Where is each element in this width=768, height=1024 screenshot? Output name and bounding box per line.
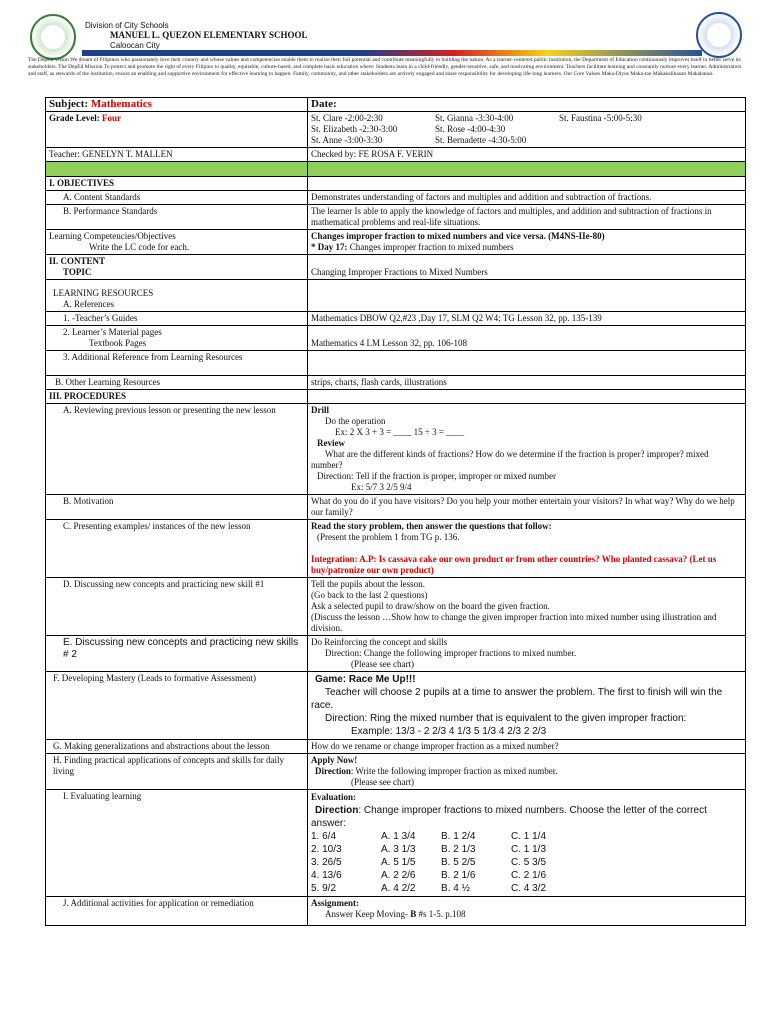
step-b-label: B. Motivation — [63, 496, 114, 506]
city-seal-logo — [696, 12, 742, 58]
teachers-guide-value: Mathematics DBOW Q2,#23 ,Day 17, SLM Q2 W4; TG Lesson 32, pp. 135-139 — [308, 312, 746, 326]
additional-reference-label: 3. Additional Reference from Learning Resources — [63, 352, 243, 362]
lc-day: Changes improper fraction to mixed numbers — [347, 242, 514, 252]
step-f-content: Game: Race Me Up!!! Teacher will choose 2 pupils at a time to answer the problem. The first to finish will win the race. Direction: Ring the mixed number that is equivalent to the given improper fraction: Example: 13/3 - 2 2/3 4 1/3 5 1/3 4 2/3 2 2/3 — [308, 672, 746, 740]
division-name: Division of City Schools — [85, 21, 169, 30]
schedule-cell: St. Clare -2:00-2:30 St. Gianna -3:30-4:00 St. Faustina -5:00-5:30 St. Elizabeth -2:30-3:00 St. Rose -4:00-4:30 St. Anne -3:00-3:30 St. Bernadette -4:30-5:00 — [308, 112, 746, 148]
step-g-content: How do we rename or change improper fraction as a mixed number? — [308, 740, 746, 754]
teacher-cell: Teacher: GENELYN T. MALLEN — [46, 148, 308, 162]
step-f-label: F. Developing Mastery (Leads to formative Assessment) — [53, 673, 256, 683]
other-resources-value: strips, charts, flash cards, illustrations — [308, 376, 746, 390]
content-heading: II. CONTENT — [49, 256, 106, 266]
evaluation-item: 2. 10/3 A. 3 1/3 B. 2 1/3 C. 1 1/3 — [311, 844, 547, 855]
grade-cell: Grade Level: Four — [46, 112, 308, 148]
step-j-label: J. Additional activities for application or remediation — [63, 898, 254, 908]
topic-label: TOPIC — [63, 267, 92, 277]
step-e-label: E. Discussing new concepts and practicing new skills # 2 — [63, 637, 299, 660]
performance-standards-label: B. Performance Standards — [63, 206, 158, 216]
step-h-content: Apply Now! Direction: Write the following improper fraction as mixed number. (Please see chart) — [308, 754, 746, 790]
learning-resources-heading: LEARNING RESOURCES — [53, 288, 154, 298]
subject-cell: Subject: Mathematics — [46, 98, 308, 112]
step-a-content: Drill Do the operation Ex: 2 X 3 + 3 = ____ 15 ÷ 3 = ____ Review What are the different kinds of fractions? How do we determine if the fraction is proper? improper? mixed number? Direction: Tell if the fraction is proper, improper or mixed number Ex: 5/7 3 2/5 9/4 — [308, 404, 746, 495]
checked-by-cell: Checked by: FE ROSA F. VERIN — [308, 148, 746, 162]
learners-material-label: 2. Learner’s Material pages — [63, 327, 162, 337]
step-e-content: Do Reinforcing the concept and skills Direction: Change the following improper fractions to mixed number. (Please see chart) — [308, 636, 746, 672]
evaluation-item: 5. 9/2 A. 4 2/2 B. 4 ½ C. 4 3/2 — [311, 883, 547, 894]
date-cell: Date: — [308, 98, 746, 112]
textbook-label: Textbook Pages — [89, 338, 147, 348]
grade-value: Four — [102, 113, 121, 123]
content-standards-value: Demonstrates understanding of factors and multiples and addition and subtraction of fractions. — [308, 191, 746, 205]
step-h-label: H. Finding practical applications of concepts and skills for daily living — [53, 755, 284, 776]
references-label: A. References — [63, 299, 114, 309]
page-header — [20, 10, 750, 60]
teachers-guide-label: 1. -Teacher’s Guides — [63, 313, 138, 323]
objectives-heading: I. OBJECTIVES — [46, 177, 308, 191]
content-standards-label: A. Content Standards — [63, 192, 141, 202]
header-color-band — [82, 50, 702, 56]
school-name: MANUEL L. QUEZON ELEMENTARY SCHOOL — [110, 30, 308, 40]
textbook-value: Mathematics 4 LM Lesson 32, pp. 106-108 — [311, 338, 467, 348]
lc-sublabel: Write the LC code for each. — [89, 242, 190, 252]
step-d-label: D. Discussing new concepts and practicing new skill #1 — [63, 579, 265, 589]
step-g-label: G. Making generalizations and abstractions about the lesson — [53, 741, 270, 751]
procedures-heading: III. PROCEDURES — [46, 390, 308, 404]
step-c-label: C. Presenting examples/ instances of the new lesson — [63, 521, 251, 531]
city-name: Caloocan City — [110, 41, 160, 50]
step-i-label: I. Evaluating learning — [63, 791, 142, 801]
deped-vision-mission: The DepEd Vision We dream of Filipinos who passionately love their country and whose values and competencies enable them to realize their full potential and contribute meaningfully to building the nation. As a learner-centered public institution, the Department of Education continuously improves itself to better serve its stakeholders. The DepEd Mission To protect and promote the right of every Filipino to quality, equitable, culture-based, and complete basic education where: Students learn in a child-friendly, gender-sensitive, safe, and motivating environment. Teachers facilitate learning and constantly nurture every learner. Administrators and staff, as stewards of the institution, ensure an enabling and supportive environment for effective learning to happen. Family, community, and other stakeholders are actively engaged and share responsibility for developing life-long learners. Our Core Values Maka-Diyos Maka-tao Makakalikasan Makabansa — [28, 57, 742, 77]
step-a-label: A. Reviewing previous lesson or presenting the new lesson — [63, 405, 276, 415]
deped-seal-logo — [30, 14, 76, 60]
green-divider — [46, 162, 746, 177]
evaluation-item: 3. 26/5 A. 5 1/5 B. 5 2/5 C. 5 3/5 — [311, 857, 547, 868]
step-i-content: Evaluation: Direction: Change improper fractions to mixed numbers. Choose the letter of the correct answer: 1. 6/4 A. 1 3/4 B. 1 2/4 C. 1 1/4 2. 10/3 A. 3 1/3 B. 2 1/3 C. 1 1/3 3. 26/5 A. 5 1/5 B. 5 2/5 C. 5 3/5 4. 13/6 A. 2 2/6 B. 2 1/6 C. 2 1/6 5. 9/2 A. 4 2/2 B. 4 ½ C. 4 3/2 — [308, 790, 746, 897]
step-j-content: Assignment: Answer Keep Moving- B #s 1-5. p.108 — [308, 897, 746, 926]
step-c-content: Read the story problem, then answer the questions that follow: (Present the problem 1 from TG p. 136. Integration: A.P: Is cassava cake our own product or from other countries? Who planted cassava? (Let us buy/patronize our own product) — [308, 520, 746, 578]
lc-label: Learning Competencies/Objectives — [49, 231, 176, 241]
other-resources-label: B. Other Learning Resources — [55, 377, 160, 387]
step-b-content: What do you do if you have visitors? Do you help your mother entertain your visitors? In what way? Why do we help our family? — [308, 495, 746, 520]
lesson-plan-table: Subject: Mathematics Date: Grade Level: Four St. Clare -2:00-2:30 St. Gianna -3:30-4:00 St. Faustina -5:00-5:30 St. Elizabeth -2:30-3:00 St. Rose -4:00-4:30 St. Anne -3:00-3:30 St. Bernadette -4:30-5:00 Teacher: GENELYN T. MALLEN Checked by: FE ROSA F. VERIN I. OBJECTIVES A. Content Standards Demonstrates understanding of factors and multiples and addition and subtraction of fractions. B. Performance Standards The learner Is able to apply the knowledge of factors and multiples, and addition and subtraction of fractions in mathematical problems and real-life situations. Learning Competencies/Objectives Write the LC code for each. Changes improper fraction to mixed numbers and vice versa. (M4NS-IIe-80) * Day 17: Changes improper fraction to mixed numbers II. CONTENT TOPIC Changing Improper Fractions to Mixed Numbers LEARNING RESOURCES A. References 1. -Teacher’s Guides Mathematics DBOW Q2,#23 ,Day 17, SLM Q2 W4; TG Lesson 32, pp. 135-139 2. Learner’s Material pages Textbook Pages Mathematics 4 LM Lesson 32, pp. 106-108 3. Additional Reference from Learning Resources B. Other Learning Resources strips, charts, flash cards, illustrations III. PROCEDURES A. Reviewing previous lesson or presenting the new lesson Drill Do the operation Ex: 2 X 3 + 3 = ____ 15 ÷ 3 = ____ Review What are the different kinds of fractions? How do we determine if the fraction is proper? improper? mixed number? Direction: Tell if the fraction is proper, improper or mixed number Ex: 5/7 3 2/5 9/4 B. Motivation What do you do if you have visitors? Do you help your mother entertain your visitors? In what way? Why do we help our family? C. Presenting examples/ instances of the new lesson Read the story problem, then answer the questions that follow: (Present the problem 1 from TG p. 136. Integration: A.P: Is cassava cake our own product or from other countries? Who planted cassava? (Let us buy/patronize our own product) D. Discussing new concepts and practicing new skill #1 Tell the pupils about the lesson. (Go back to the last 2 questions) Ask a selected pupil to draw/show on the board the given fraction. (Discuss the lesson …Show how to change the given improper fraction into mixed number using illustration and division. E. Discussing new concepts and practicing new skills # 2 Do Reinforcing the concept and skills Direction: Change the following improper fractions to mixed number. (Please see chart) F. Developing Mastery (Leads to formative Assessment) Game: Race Me Up!!! Teacher will choose 2 pupils at a time to answer the problem. The first to finish will win the race. Direction: Ring the mixed number that is equivalent to the given improper fraction: Example: 13/3 - 2 2/3 4 1/3 5 1/3 4 2/3 2 2/3 G. Making generalizations and abstractions about the lesson How do we rename or change improper fraction as a mixed number? H. Finding practical applications of concepts and skills for daily living Apply Now! Direction: Write the following improper fraction as mixed number. (Please see chart) I. Evaluating learning Evaluation: Direction: Change improper fractions to mixed numbers. Choose the letter of the correct answer: 1. 6/4 A. 1 3/4 B. 1 2/4 C. 1 1/4 2. 10/3 A. 3 1/3 B. 2 1/3 C. 1 1/3 3. 26/5 A. 5 1/5 B. 5 2/5 C. 5 3/5 4. 13/6 A. 2 2/6 B. 2 1/6 C. 2 1/6 5. 9/2 A. 4 2/2 B. 4 ½ C. 4 3/2 J. Additional activities for application or remediation Assignment: Answer Keep Moving- B #s 1-5. p.108 — [45, 97, 746, 926]
step-d-content: Tell the pupils about the lesson. (Go back to the last 2 questions) Ask a selected pupil to draw/show on the board the given fraction. (Discuss the lesson …Show how to change the given improper fraction into mixed number using illustration and division. — [308, 578, 746, 636]
evaluation-item: 1. 6/4 A. 1 3/4 B. 1 2/4 C. 1 1/4 — [311, 831, 547, 842]
topic-value: Changing Improper Fractions to Mixed Numbers — [308, 255, 746, 280]
lc-value: Changes improper fraction to mixed numbers and vice versa. (M4NS-IIe-80) — [311, 231, 605, 241]
performance-standards-value: The learner Is able to apply the knowledge of factors and multiples, and addition and subtraction of fractions in mathematical problems and real-life situations. — [308, 205, 746, 230]
evaluation-item: 4. 13/6 A. 2 2/6 B. 2 1/6 C. 2 1/6 — [311, 870, 547, 881]
subject-value: Mathematics — [90, 98, 152, 110]
